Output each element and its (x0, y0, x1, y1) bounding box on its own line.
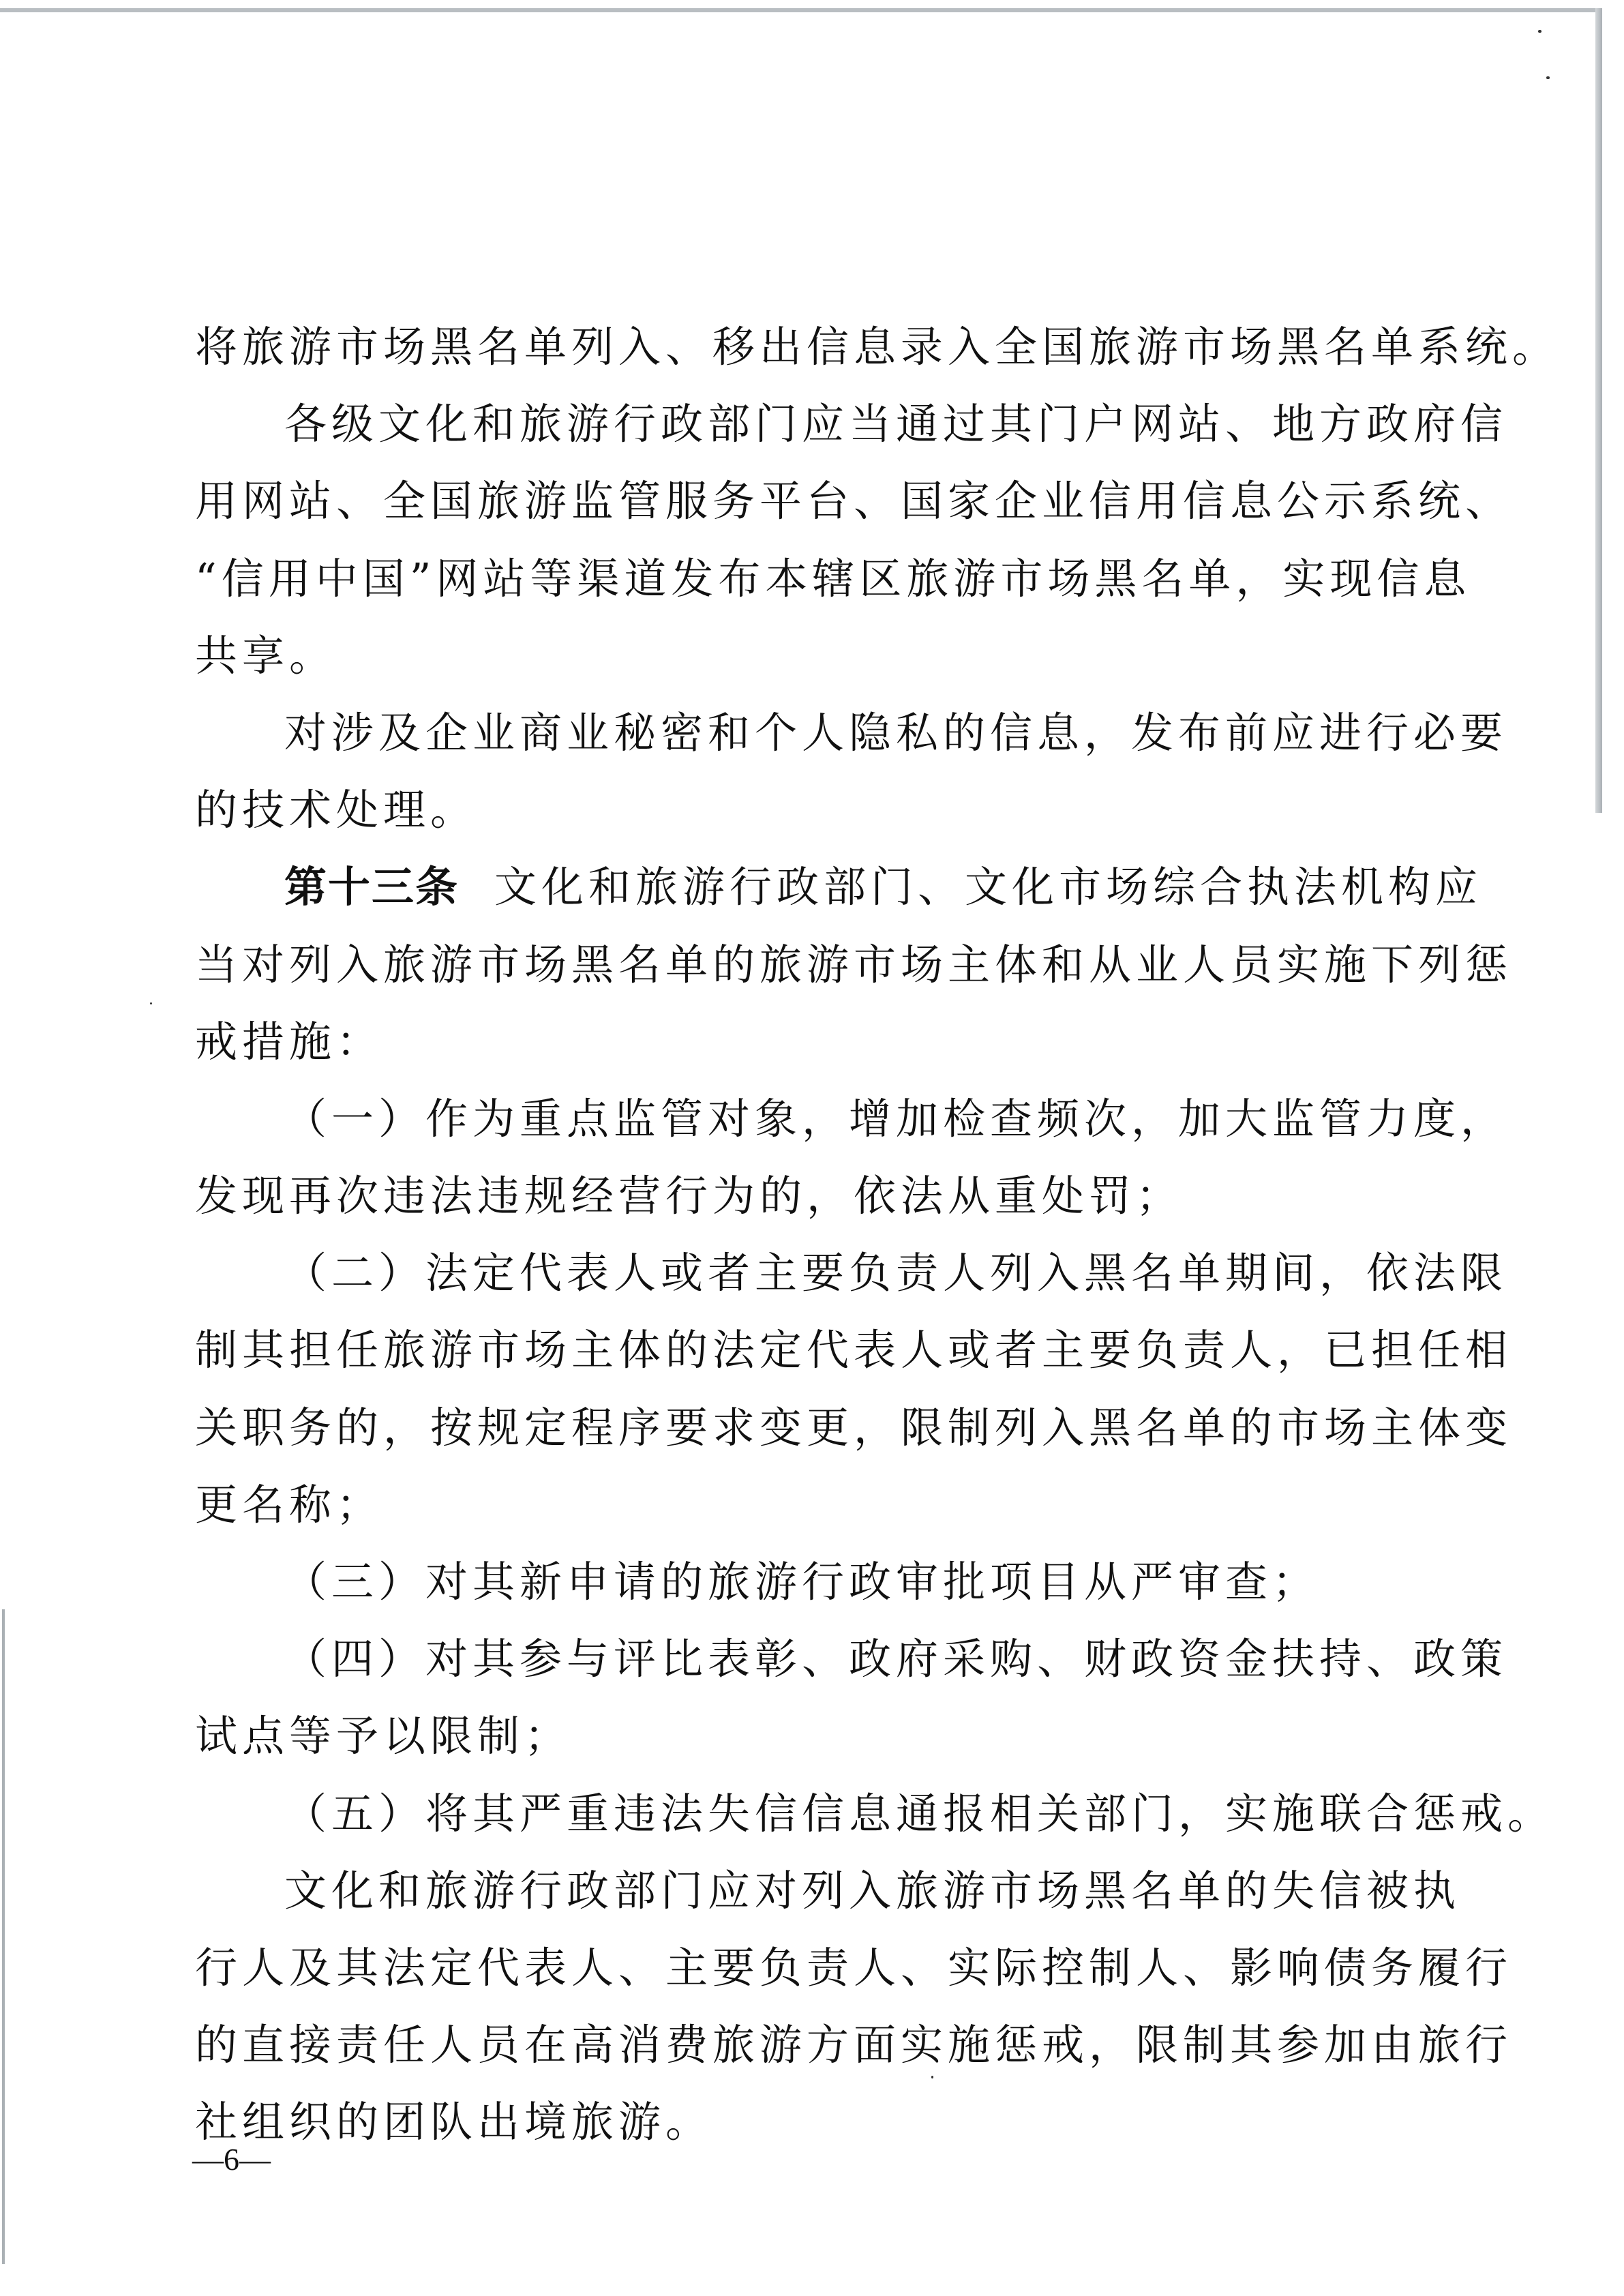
article-13-line (195, 848, 1483, 925)
text-line: 将旅游市场黑名单列入、移出信息录入全国旅游市场黑名单系统。 (195, 322, 1560, 372)
text-line: 共享。 (195, 630, 337, 681)
text-line: 各级文化和旅游行政部门应当通过其门户网站、地方政府信 (284, 399, 1508, 449)
scan-edge-left (2, 1609, 5, 2264)
list-item-1: （一）作为重点监管对象，增加检查频次，加大监管力度， (284, 1093, 1508, 1144)
text-line: 关职务的，按规定程序要求变更，限制列入黑名单的市场主体变 (195, 1402, 1513, 1452)
document-body (195, 308, 1560, 2161)
text-line: 对涉及企业商业秘密和个人隐私的信息，发布前应进行必要 (284, 707, 1508, 758)
text-line: 文化和旅游行政部门应对列入旅游市场黑名单的失信被执 (284, 1865, 1461, 1915)
text-line: 戒措施： (195, 1016, 384, 1067)
scan-edge-right (1595, 8, 1602, 813)
text-line: 当对列入旅游市场黑名单的旅游市场主体和从业人员实施下列惩 (195, 939, 1513, 989)
text-line: 的直接责任人员在高消费旅游方面实施惩戒，限制其参加由旅行 (195, 2020, 1513, 2070)
text-line: 发现再次违法违规经营行为的，依法从重处罚； (195, 1171, 1184, 1221)
text-line: 文化和旅游行政部门、文化市场综合执法机构应 (494, 862, 1483, 912)
text-line: 行人及其法定代表人、主要负责人、实际控制人、影响债务履行 (195, 1942, 1513, 1993)
text-line: 制其担任旅游市场主体的法定代表人或者主要负责人，已担任相 (195, 1325, 1513, 1375)
list-item-2: （二）法定代表人或者主要负责人列入黑名单期间，依法限 (284, 1248, 1508, 1298)
text-line: 试点等予以限制； (195, 1711, 572, 1761)
text-line: 的技术处理。 (195, 785, 478, 835)
scan-speck (1546, 76, 1550, 79)
list-item-4: （四）对其参与评比表彰、政府采购、财政资金扶持、政策 (284, 1634, 1508, 1684)
text-line: “信用中国”网站等渠道发布本辖区旅游市场黑名单，实现信息 (195, 553, 1471, 603)
text-line: 更名称； (195, 1479, 384, 1530)
article-heading: 第十三条 (284, 862, 460, 912)
scan-speck (150, 1002, 152, 1004)
list-item-3: （三）对其新申请的旅游行政审批项目从严审查； (284, 1557, 1320, 1607)
scan-speck (1538, 30, 1542, 33)
page-number: —6— (192, 2142, 271, 2177)
list-item-5: （五）将其严重违法失信信息通报相关部门，实施联合惩戒。 (284, 1788, 1555, 1838)
text-line: 社组织的团队出境旅游。 (195, 2097, 713, 2147)
text-line: 用网站、全国旅游监管服务平台、国家企业信用信息公示系统、 (195, 476, 1513, 526)
scan-edge-top (0, 8, 1602, 12)
